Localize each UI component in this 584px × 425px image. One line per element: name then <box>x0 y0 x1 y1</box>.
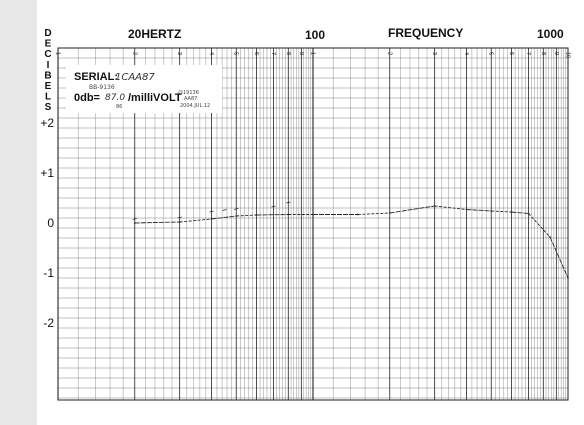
db-label: 0db= <box>74 92 100 104</box>
y-axis-title-letter: E <box>44 38 52 50</box>
x-tick-label: 4 <box>208 52 215 56</box>
y-axis-title-letter: L <box>44 91 52 103</box>
data-point <box>434 205 436 207</box>
x-tick-label: 10 <box>564 52 571 59</box>
x-axis-label-100: 100 <box>305 28 326 42</box>
serial-label: SERIAL: <box>74 71 118 83</box>
data-point <box>389 212 391 214</box>
x-tick-label: 2 <box>131 52 138 56</box>
data-point <box>357 214 359 216</box>
db-value: 87.0 <box>105 93 126 103</box>
y-tick-label: 0 <box>47 216 54 230</box>
x-tick-label: 3 <box>176 52 183 56</box>
x-tick-label: 8 <box>284 52 291 56</box>
x-tick-label: 1 <box>54 52 61 56</box>
data-point <box>549 236 551 238</box>
x-tick-label: 6 <box>252 52 259 56</box>
x-tick-label: 4 <box>463 52 470 56</box>
data-point <box>256 214 258 216</box>
db-unit: /milliVOLT <box>128 92 182 104</box>
x-tick-label: 9 <box>297 52 304 56</box>
y-tick-label: +2 <box>40 116 54 130</box>
data-point <box>134 222 136 224</box>
paper-background <box>37 0 584 425</box>
serial-note: BB-9136 <box>89 84 115 91</box>
data-point <box>490 210 492 212</box>
y-axis-title-letter: C <box>44 49 52 61</box>
db-note: 86 <box>116 104 123 110</box>
side-note-1: @19136 <box>178 90 199 96</box>
data-point <box>312 214 314 216</box>
y-axis-title-letter: S <box>44 102 52 114</box>
data-point <box>567 277 569 279</box>
data-point <box>287 214 289 216</box>
y-tick-label: -2 <box>43 316 54 330</box>
serial-label-box <box>66 65 222 113</box>
x-tick-label: 2 <box>386 52 393 56</box>
y-axis-title-letter: D <box>44 28 52 39</box>
serial-value: 1CAA87 <box>115 72 155 83</box>
response-curve-segment <box>256 215 288 216</box>
x-tick-label: 7 <box>270 52 276 56</box>
x-axis-label-20hertz: 20HERTZ <box>128 27 182 41</box>
x-tick-label: 9 <box>552 52 559 56</box>
x-axis-title-frequency: FREQUENCY <box>388 26 464 40</box>
data-point <box>511 211 513 213</box>
data-point <box>179 221 181 223</box>
x-tick-label: 1 <box>309 52 316 56</box>
side-note-2: AA87 <box>184 96 198 102</box>
x-tick-label: 8 <box>539 52 546 56</box>
data-point <box>528 213 530 215</box>
y-tick-label: -1 <box>43 266 54 280</box>
data-point <box>235 215 237 217</box>
data-point <box>466 209 468 211</box>
x-tick-label: 6 <box>507 52 514 56</box>
y-axis-title <box>44 28 51 113</box>
y-axis-title-letter: B <box>44 70 52 82</box>
side-note-3: 2004.JUL.12 <box>180 103 211 109</box>
y-axis-title-letter: I <box>46 59 50 71</box>
x-tick-label: 5 <box>487 52 494 56</box>
y-tick-label: +1 <box>40 166 54 180</box>
x-tick-label: 7 <box>525 52 531 56</box>
x-tick-label: 5 <box>232 52 239 56</box>
x-tick-label: 3 <box>431 52 438 56</box>
data-point <box>211 218 213 220</box>
y-axis-title-letter: E <box>44 81 52 92</box>
x-axis-label-1000: 1000 <box>537 27 564 41</box>
